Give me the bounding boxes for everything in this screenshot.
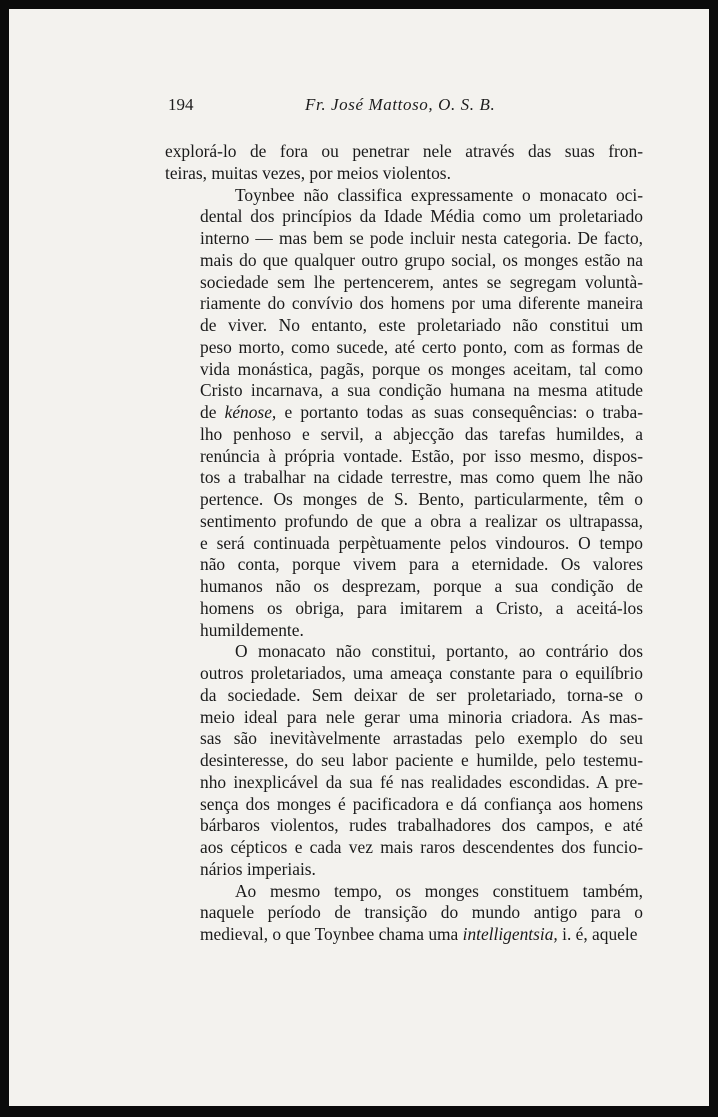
paragraph	[165, 141, 643, 185]
text-line: não conta, porque vivem para a eternidade. Os valores	[200, 554, 643, 575]
text-line: Ao mesmo tempo, os monges constituem também,	[235, 880, 643, 901]
text-line: teiras, muitas vezes, por meios violentos.	[165, 162, 451, 183]
text-line: homens os obriga, para imitarem a Cristo, a aceitá-los	[200, 597, 643, 618]
page-number: 194	[168, 95, 194, 114]
text-line: tos a trabalhar na cidade terrestre, mas como quem lhe não	[200, 467, 643, 488]
text-line: vida monástica, pagãs, porque os monges aceitam, tal como	[200, 358, 643, 379]
text-line: interno — mas bem se pode incluir nesta categoria. De facto,	[200, 228, 643, 248]
text-line: Toynbee não classifica expressamente o monacato oci-	[235, 184, 643, 205]
text-line: pertence. Os monges de S. Bento, particularmente, têm o	[200, 489, 643, 509]
text-line: sas são inevitàvelmente arrastadas pelo exemplo do seu	[200, 728, 643, 749]
paragraph	[165, 881, 643, 946]
text-line: sociedade sem lhe pertencerem, antes se segregam voluntà-	[200, 271, 643, 292]
text-line: explorá-lo de fora ou penetrar nele através das suas fron-	[165, 141, 643, 161]
paragraph	[165, 185, 643, 642]
text-line: meio ideal para nele gerar uma minoria criadora. As mas-	[200, 706, 643, 727]
text-line: e será continuada perpètuamente pelos vindouros. O tempo	[200, 532, 643, 553]
text-line: lho penhoso e servil, a abjecção das tarefas humildes, a	[200, 423, 643, 444]
text-line: medieval, o que Toynbee chama uma intelligentsia, i. é, aquele	[200, 924, 638, 944]
text-line: nários imperiais.	[200, 858, 316, 879]
text-line: de kénose, e portanto todas as suas consequências: o traba-	[200, 402, 643, 422]
text-line: naquele período de transição do mundo antigo para o	[200, 902, 643, 923]
text-line: sença dos monges é pacificadora e dá confiança aos homens	[200, 793, 643, 814]
text-line: O monacato não constitui, portanto, ao contrário dos	[235, 641, 643, 662]
book-page	[9, 9, 709, 1106]
text-line: nho inexplicável da sua fé nas realidades escondidas. A pre-	[200, 771, 643, 792]
text-line: de viver. No entanto, este proletariado não constitui um	[200, 315, 643, 335]
text-line: mais do que qualquer outro grupo social, os monges estão na	[200, 249, 643, 270]
text-line: Cristo incarnava, a sua condição humana na mesma atitude	[200, 380, 643, 401]
text-line: dental dos princípios da Idade Média como um proletariado	[200, 206, 643, 227]
text-line: humanos não os desprezam, porque a sua condição de	[200, 576, 643, 596]
text-line: peso morto, como sucede, até certo ponto, com as formas de	[200, 336, 643, 357]
text-line: bárbaros violentos, rudes trabalhadores dos campos, e até	[200, 815, 643, 836]
running-head: Fr. José Mattoso, O. S. B.	[305, 95, 496, 114]
paragraph	[165, 641, 643, 880]
body-text	[165, 141, 643, 946]
italic-term: intelligentsia,	[462, 924, 558, 944]
text-line: humildemente.	[200, 619, 304, 640]
text-line: outros proletariados, uma ameaça constante para o equilíbrio	[200, 663, 643, 683]
text-line: sentimento profundo de que a obra a realizar os ultrapassa,	[200, 510, 643, 531]
text-line: riamente do convívio dos homens por uma diferente maneira	[200, 293, 643, 314]
text-line: renúncia à própria vontade. Estão, por isso mesmo, dispos-	[200, 445, 643, 466]
text-line: aos cépticos e cada vez mais raros descendentes dos funcio-	[200, 837, 643, 857]
text-line: desinteresse, do seu labor paciente e humilde, pelo testemu-	[200, 750, 643, 770]
text-line: da sociedade. Sem deixar de ser proletariado, torna-se o	[200, 684, 643, 705]
page-header	[168, 95, 648, 121]
italic-term: kénose,	[224, 402, 277, 422]
